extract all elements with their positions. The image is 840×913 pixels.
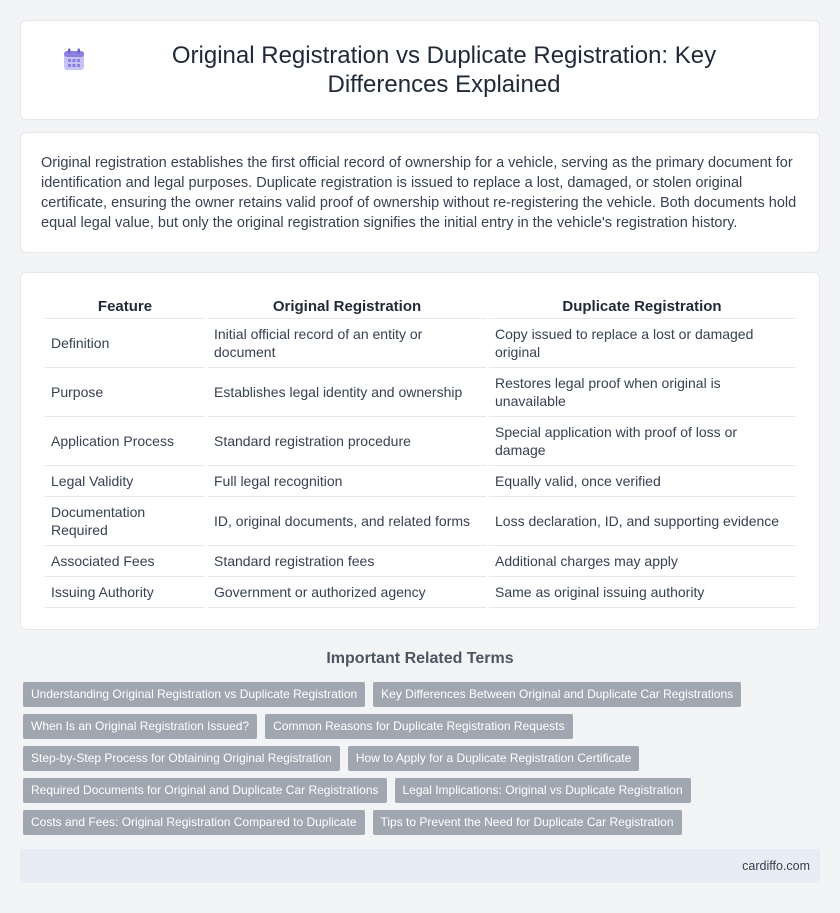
page-title: Original Registration vs Duplicate Registration: Key Differences Explained — [171, 42, 717, 98]
table-cell: Purpose — [45, 368, 205, 417]
title-wrap — [21, 41, 819, 99]
tag-row — [23, 746, 823, 772]
tag-row — [23, 810, 823, 836]
related-term-link[interactable]: When Is an Original Registration Issued? — [23, 714, 257, 739]
header-feature: Feature — [45, 293, 205, 319]
table-row — [45, 319, 795, 368]
table-cell: Establishes legal identity and ownership — [208, 368, 486, 417]
table-cell: Government or authorized agency — [208, 577, 486, 608]
table-cell: ID, original documents, and related forms — [208, 497, 486, 546]
related-term-link[interactable]: Legal Implications: Original vs Duplicate Registration — [395, 778, 691, 803]
table-cell: Full legal recognition — [208, 466, 486, 497]
table-cell: Same as original issuing authority — [489, 577, 795, 608]
table-cell: Documentation Required — [45, 497, 205, 546]
related-term-link[interactable]: Required Documents for Original and Duplicate Car Registrations — [23, 778, 387, 803]
related-term-link[interactable]: Key Differences Between Original and Duplicate Car Registrations — [373, 682, 741, 707]
table-cell: Equally valid, once verified — [489, 466, 795, 497]
related-term-link[interactable]: Costs and Fees: Original Registration Compared to Duplicate — [23, 810, 365, 835]
table-row — [45, 577, 795, 608]
tag-row — [23, 714, 823, 740]
intro-paragraph: Original registration establishes the first official record of ownership for a vehicle, serving as the primary document for identification and legal purposes. Duplicate registration is issued to replace a lost, damaged, or stolen original certificate, ensuring the owner retains valid proof of ownership without re-registering the vehicle. Both documents hold equal legal value, but only the original registration signifies the initial entry in the vehicle's registration history. — [41, 155, 797, 231]
table-cell: Copy issued to replace a lost or damaged original — [489, 319, 795, 368]
table-cell: Associated Fees — [45, 546, 205, 577]
tag-row — [23, 682, 823, 708]
table-row — [45, 368, 795, 417]
table-row — [45, 466, 795, 497]
table-cell: Legal Validity — [45, 466, 205, 497]
header-duplicate: Duplicate Registration — [489, 293, 795, 319]
related-term-link[interactable]: Tips to Prevent the Need for Duplicate Car Registration — [373, 810, 682, 835]
table-row — [45, 546, 795, 577]
title-card — [20, 20, 820, 120]
table-cell: Initial official record of an entity or document — [208, 319, 486, 368]
related-terms-tags — [23, 682, 823, 842]
footer — [20, 849, 820, 883]
comparison-table — [42, 293, 798, 608]
table-row — [45, 417, 795, 466]
intro-card — [20, 132, 820, 253]
table-cell: Standard registration procedure — [208, 417, 486, 466]
related-term-link[interactable]: Step-by-Step Process for Obtaining Original Registration — [23, 746, 340, 771]
related-term-link[interactable]: How to Apply for a Duplicate Registration Certificate — [348, 746, 639, 771]
table-cell: Restores legal proof when original is unavailable — [489, 368, 795, 417]
header-original: Original Registration — [208, 293, 486, 319]
table-row — [45, 497, 795, 546]
calendar-icon — [61, 47, 87, 73]
table-cell: Definition — [45, 319, 205, 368]
related-term-link[interactable]: Understanding Original Registration vs Duplicate Registration — [23, 682, 365, 707]
table-cell: Special application with proof of loss or damage — [489, 417, 795, 466]
table-cell: Loss declaration, ID, and supporting evidence — [489, 497, 795, 546]
comparison-table-card — [20, 272, 820, 630]
table-cell: Application Process — [45, 417, 205, 466]
table-header-row — [45, 293, 795, 319]
table-cell: Additional charges may apply — [489, 546, 795, 577]
footer-site-name[interactable]: cardiffo.com — [742, 859, 810, 873]
table-cell: Issuing Authority — [45, 577, 205, 608]
related-term-link[interactable]: Common Reasons for Duplicate Registration Requests — [265, 714, 572, 739]
table-cell: Standard registration fees — [208, 546, 486, 577]
related-terms-title: Important Related Terms — [326, 650, 514, 667]
tag-row — [23, 778, 823, 804]
